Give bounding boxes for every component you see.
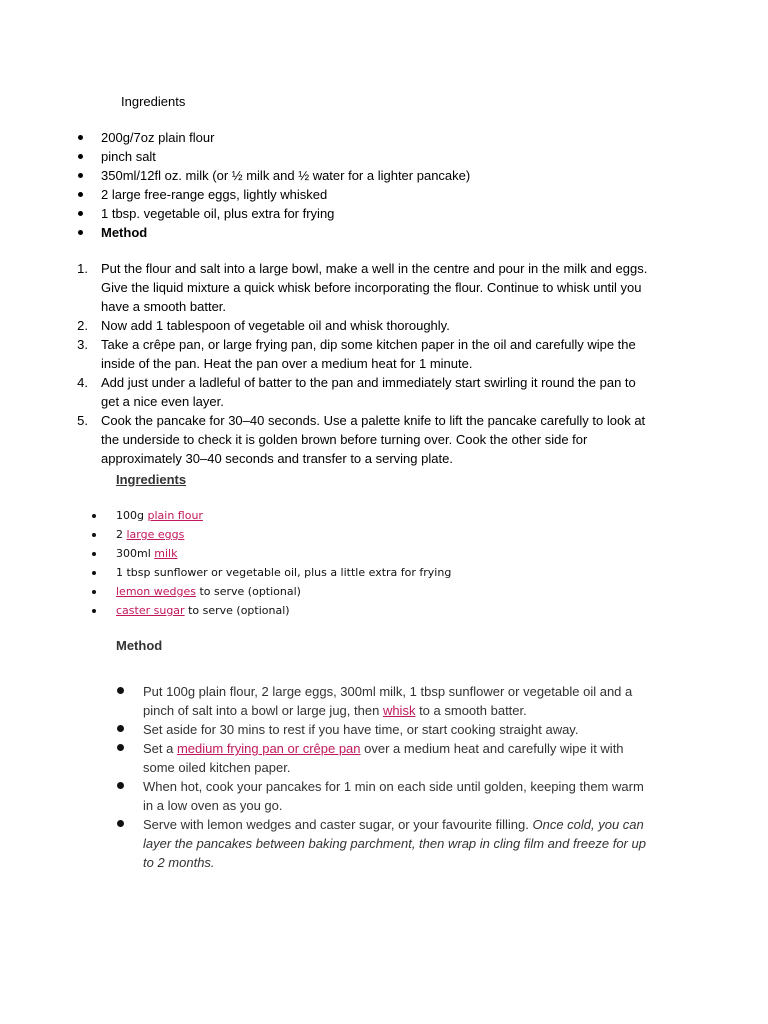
step-text: Set aside for 30 mins to rest if you have time, or start cooking straight away. (143, 722, 579, 737)
ingredient-link-lemon-wedges[interactable]: lemon wedges (116, 585, 196, 598)
step-text: Put the flour and salt into a large bowl, make a well in the centre and pour in the milk and eggs. (101, 261, 648, 276)
bullet-icon (92, 552, 96, 556)
ingredient-text: 1 tbsp sunflower or vegetable oil, plus a little extra for frying (116, 566, 452, 579)
ingredient-text: 100g (116, 509, 148, 522)
step-text: have a smooth batter. (101, 299, 227, 314)
ingredient-text: pinch salt (101, 149, 156, 164)
ingredient-link-plain-flour[interactable]: plain flour (147, 509, 203, 522)
ingredient-link-large-eggs[interactable]: large eggs (126, 528, 185, 541)
bullet-icon (78, 173, 83, 178)
bullet-icon (92, 590, 96, 594)
ingredient-text: 350ml/12fl oz. milk (or ½ milk and ½ water for a lighter pancake) (101, 168, 471, 183)
step-text: Now add 1 tablespoon of vegetable oil and whisk thoroughly. (101, 318, 450, 333)
bullet-icon (78, 135, 83, 140)
step-number: 5. (77, 413, 88, 428)
step-number: 2. (77, 318, 88, 333)
section2-method-heading: Method (116, 638, 163, 653)
step-number: 4. (77, 375, 88, 390)
section2-title: Ingredients (116, 472, 187, 487)
ingredient-text: 200g/7oz plain flour (101, 130, 215, 145)
ingredient-text: to serve (optional) (195, 585, 301, 598)
step-text: to a smooth batter. (415, 703, 527, 718)
ingredient-text: 2 (116, 528, 127, 541)
bullet-icon (117, 744, 124, 751)
step-text: Put 100g plain flour, 2 large eggs, 300ml milk, 1 tbsp sunflower or vegetable oil and a (143, 684, 633, 699)
bullet-icon (117, 725, 124, 732)
step-text: Serve with lemon wedges and caster sugar, or your favourite filling. (143, 817, 533, 832)
frying-pan-link[interactable]: medium frying pan or crêpe pan (176, 741, 361, 756)
bullet-icon (78, 192, 83, 197)
step-text: Take a crêpe pan, or large frying pan, dip some kitchen paper in the oil and carefully wipe the (101, 337, 636, 352)
ingredient-text: 300ml (116, 547, 155, 560)
bullet-icon (78, 230, 83, 235)
step-text: Give the liquid mixture a quick whisk before incorporating the flour. Continue to whisk until you (101, 280, 642, 295)
step-text: Cook the pancake for 30–40 seconds. Use a palette knife to lift the pancake carefully to look at (101, 413, 646, 428)
step-text: over a medium heat and carefully wipe it with (360, 741, 624, 756)
step-text: get a nice even layer. (101, 394, 224, 409)
step-text: When hot, cook your pancakes for 1 min on each side until golden, keeping them warm (143, 779, 644, 794)
ingredient-text: to serve (optional) (184, 604, 290, 617)
step-text: pinch of salt into a bowl or large jug, then (143, 703, 383, 718)
bullet-icon (78, 154, 83, 159)
bullet-icon (92, 533, 96, 537)
whisk-link[interactable]: whisk (382, 703, 416, 718)
bullet-icon (92, 514, 96, 518)
section1-title: Ingredients (121, 94, 186, 109)
step-number: 3. (77, 337, 88, 352)
step-text: Set a (143, 741, 177, 756)
step-text: some oiled kitchen paper. (143, 760, 291, 775)
bullet-icon (92, 609, 96, 613)
ingredient-text: 2 large free-range eggs, lightly whisked (101, 187, 328, 202)
step-text: the underside to check it is golden brown before turning over. Cook the other side for (101, 432, 588, 447)
step-text: approximately 30–40 seconds and transfer to a serving plate. (101, 451, 453, 466)
bullet-icon (117, 687, 124, 694)
ingredient-text: 1 tbsp. vegetable oil, plus extra for frying (101, 206, 335, 221)
bullet-icon (78, 211, 83, 216)
bullet-icon (117, 820, 124, 827)
step-text: in a low oven as you go. (143, 798, 283, 813)
bullet-icon (117, 782, 124, 789)
method-heading: Method (101, 225, 148, 240)
step-text-italic: Once cold, you can (532, 817, 644, 832)
ingredient-link-milk[interactable]: milk (154, 547, 178, 560)
ingredient-link-caster-sugar[interactable]: caster sugar (116, 604, 185, 617)
bullet-icon (92, 571, 96, 575)
step-text: Add just under a ladleful of batter to the pan and immediately start swirling it round the pan to (101, 375, 636, 390)
step-text-italic: layer the pancakes between baking parchment, then wrap in cling film and freeze for up (143, 836, 646, 851)
step-text: inside of the pan. Heat the pan over a medium heat for 1 minute. (101, 356, 473, 371)
step-text-italic: to 2 months. (143, 855, 215, 870)
step-number: 1. (77, 261, 88, 276)
